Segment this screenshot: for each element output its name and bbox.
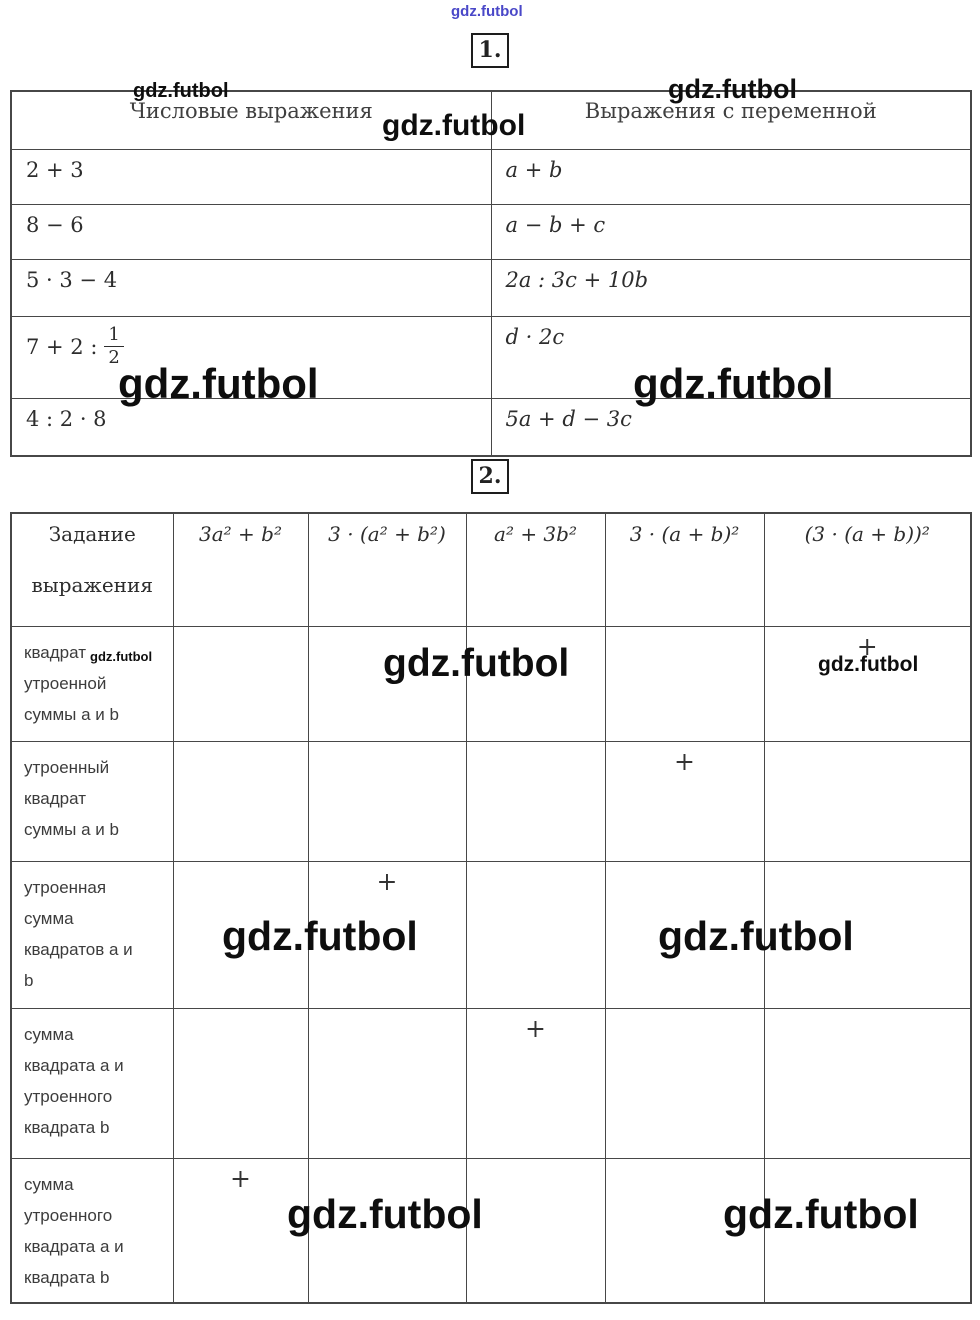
task-description-cell — [11, 741, 173, 861]
site-watermark: gdz.futbol — [668, 74, 797, 104]
label-line: суммы a и b — [24, 704, 119, 724]
site-watermark: gdz.futbol — [818, 653, 919, 676]
exercise-number-1: 1. — [471, 33, 509, 68]
answer-cell — [605, 626, 764, 741]
fraction-prefix: 7 + 2 : — [26, 334, 98, 359]
label-line: квадрата a и — [24, 1236, 124, 1256]
answer-cell: + — [466, 1008, 605, 1158]
answer-cell — [173, 741, 308, 861]
table-row — [11, 204, 971, 259]
numeric-expression-cell: 8 − 6 — [11, 204, 491, 259]
label-line: квадратов a и — [24, 939, 133, 959]
table-row — [11, 1008, 971, 1158]
label-line: суммы a и b — [24, 819, 119, 839]
label-line: сумма — [24, 1174, 74, 1194]
exercise-number-2: 2. — [471, 459, 509, 494]
table-row — [11, 741, 971, 861]
variable-expression-cell: 2a : 3c + 10b — [491, 259, 971, 316]
task-description-cell — [11, 861, 173, 1008]
site-watermark: gdz.futbol — [383, 642, 570, 685]
label-line: утроенная — [24, 877, 107, 897]
site-watermark: gdz.futbol — [633, 360, 834, 407]
answer-cell: + — [605, 741, 764, 861]
numeric-expression-cell: 2 + 3 — [11, 149, 491, 204]
header-formula-3: a² + 3b² — [466, 513, 605, 626]
label-line: квадрата b — [24, 1117, 110, 1137]
answer-cell — [466, 861, 605, 1008]
variable-expression-cell: a + b — [491, 149, 971, 204]
label-line: квадрата a и — [24, 1055, 124, 1075]
answer-cell: + — [764, 626, 971, 741]
answer-cell — [466, 1158, 605, 1303]
variable-expression-cell: 5a + d − 3c — [491, 398, 971, 456]
variable-expression-cell: d · 2c — [491, 316, 971, 398]
task-description-cell — [11, 1158, 173, 1303]
header-line: Задание — [48, 522, 136, 546]
matching-table — [10, 512, 972, 1304]
site-watermark: gdz.futbol — [658, 913, 854, 959]
site-watermark: gdz.futbol — [287, 1191, 483, 1237]
label-line: утроенной — [24, 673, 107, 693]
label-line: утроенного — [24, 1205, 113, 1225]
header-task-expression — [11, 513, 173, 626]
label-line: сумма — [24, 1024, 74, 1044]
header-formula-2: 3 · (a² + b²) — [308, 513, 466, 626]
label-line: b — [24, 970, 34, 990]
expression-with-fraction — [26, 325, 124, 369]
fraction-denominator: 2 — [108, 347, 120, 369]
fraction-numerator: 1 — [104, 325, 123, 348]
numeric-expression-cell: 4 : 2 · 8 — [11, 398, 491, 456]
site-watermark: gdz.futbol — [222, 913, 418, 959]
answer-cell — [605, 1008, 764, 1158]
site-watermark: gdz.futbol — [723, 1191, 919, 1237]
task-description-cell — [11, 1008, 173, 1158]
site-watermark: gdz.futbol — [133, 80, 229, 102]
header-line: выражения — [31, 573, 153, 597]
label-line: квадрат — [24, 642, 86, 662]
answer-cell — [466, 741, 605, 861]
label-line: сумма — [24, 908, 74, 928]
site-watermark: gdz.futbol — [382, 109, 526, 142]
answer-cell — [308, 1008, 466, 1158]
answer-cell: + — [308, 861, 466, 1008]
answer-cell — [308, 741, 466, 861]
site-watermark: gdz.futbol — [118, 360, 319, 407]
header-formula-4: 3 · (a + b)² — [605, 513, 764, 626]
header-formula-5: (3 · (a + b))² — [764, 513, 971, 626]
label-line: квадрат — [24, 788, 86, 808]
header-variable-expressions: Выражения с переменной — [491, 91, 971, 149]
answer-cell — [764, 741, 971, 861]
answer-cell: + — [173, 1158, 308, 1303]
header-formula-1: 3a² + b² — [173, 513, 308, 626]
answer-cell — [764, 1008, 971, 1158]
header-numeric-expressions: Числовые выражения — [11, 91, 491, 149]
label-line: квадрата b — [24, 1267, 110, 1287]
answer-cell — [173, 1008, 308, 1158]
table-row — [11, 149, 971, 204]
numeric-expression-cell: 5 · 3 − 4 — [11, 259, 491, 316]
label-line: утроенного — [24, 1086, 113, 1106]
answer-cell — [173, 626, 308, 741]
label-line: утроенный — [24, 757, 110, 777]
site-watermark-top: gdz.futbol — [451, 3, 523, 20]
table-header-row — [11, 513, 971, 626]
task-description-cell — [11, 626, 173, 741]
table-row — [11, 259, 971, 316]
variable-expression-cell: a − b + c — [491, 204, 971, 259]
site-watermark: gdz.futbol — [90, 649, 153, 664]
